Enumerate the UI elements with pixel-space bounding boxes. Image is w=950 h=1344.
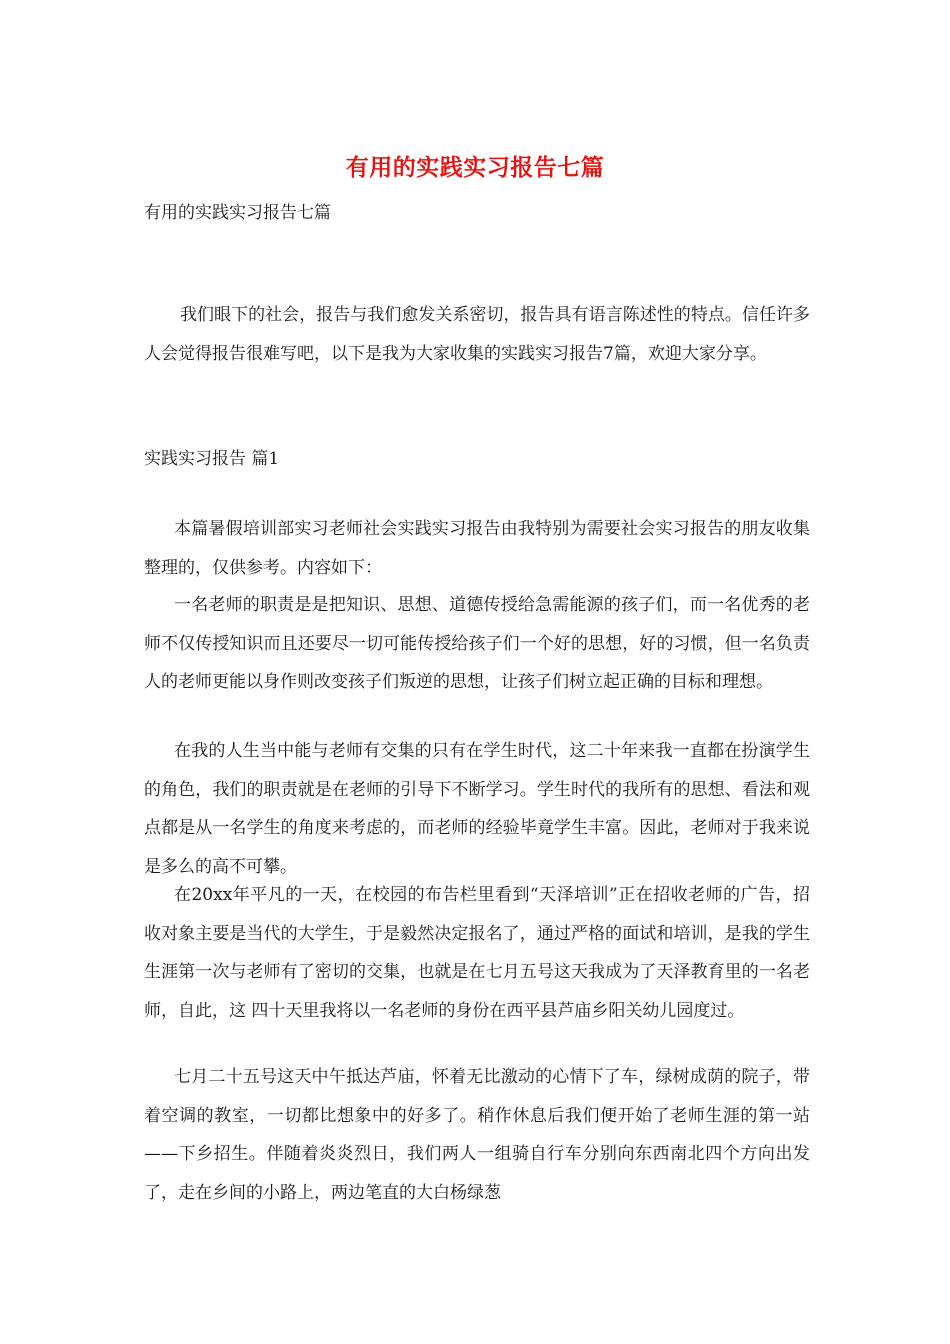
document-subtitle: 有用的实践实习报告七篇 — [144, 203, 331, 223]
section-heading: 实践实习报告 篇1 — [144, 449, 280, 469]
document-title: 有用的实践实习报告七篇 — [345, 154, 605, 181]
body-paragraph-1: 本篇暑假培训部实习老师社会实践实习报告由我特别为需要社会实习报告的朋友收集整理的，仅供参考。内容如下： — [144, 519, 810, 578]
body-paragraph-5: 七月二十五号这天中午抵达芦庙，怀着无比激动的心情下了车，绿树成荫的院子，带着空调的教室，一切都比想象中的好多了。稍作休息后我们便开始了老师生涯的第一站——下乡招生。伴随着炎炎烈日，我们两人一组骑自行车分别向东西南北四个方向出发了，走在乡间的小路上，两边笔直的大白杨绿葱 — [144, 1067, 810, 1203]
intro-paragraph: 我们眼下的社会，报告与我们愈发关系密切，报告具有语言陈述性的特点。信任许多人会觉得报告很难写吧，以下是我为大家收集的实践实习报告7篇，欢迎大家分享。 — [144, 305, 810, 364]
body-paragraph-2: 一名老师的职责是是把知识、思想、道德传授给急需能源的孩子们，而一名优秀的老师不仅传授知识而且还要尽一切可能传授给孩子们一个好的思想，好的习惯，但一名负责人的老师更能以身作则改变孩子们叛逆的思想，让孩子们树立起正确的目标和理想。 — [144, 595, 810, 692]
body-paragraph-4: 在20xx年平凡的一天，在校园的布告栏里看到“天泽培训”正在招收老师的广告，招收对象主要是当代的大学生，于是毅然决定报名了，通过严格的面试和培训，是我的学生生涯第一次与老师有了密切的交集，也就是在七月五号这天我成为了天泽教育里的一名老师，自此，这 四十天里我将以一名老师的身份在西平县芦庙乡阳关幼儿园度过。 — [144, 885, 810, 1021]
body-paragraph-3: 在我的人生当中能与老师有交集的只有在学生时代，这二十年来我一直都在扮演学生的角色，我们的职责就是在老师的引导下不断学习。学生时代的我所有的思想、看法和观点都是从一名学生的角度来考虑的，而老师的经验毕竟学生丰富。因此，老师对于我来说是多么的高不可攀。 — [144, 741, 810, 877]
